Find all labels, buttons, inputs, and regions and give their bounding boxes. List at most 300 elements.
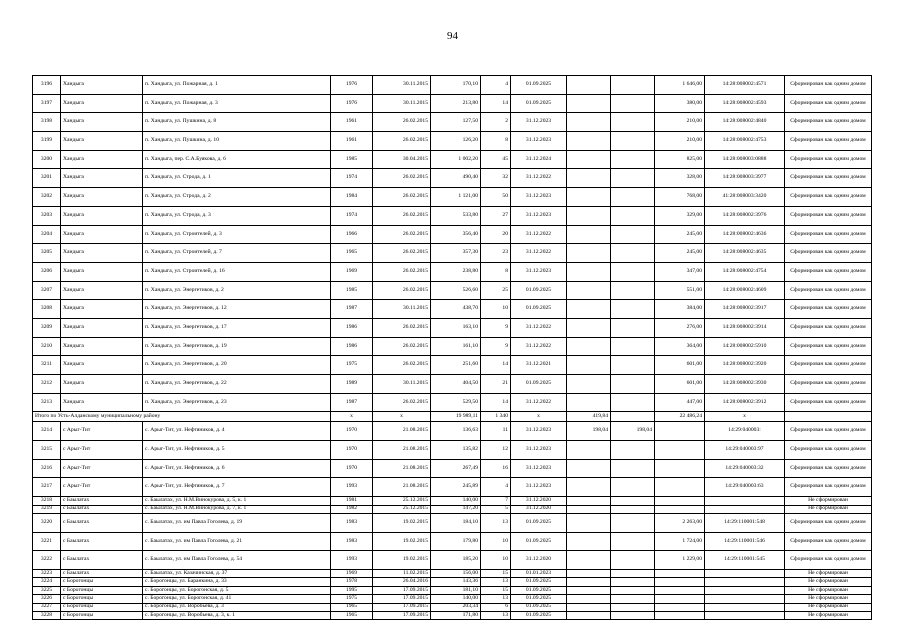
value3-cell bbox=[655, 595, 705, 603]
area-cell: 533,80 bbox=[431, 206, 481, 225]
year-cell: 1966 bbox=[331, 225, 373, 244]
value3-cell: 329,00 bbox=[655, 206, 705, 225]
value3-cell: 210,00 bbox=[655, 113, 705, 132]
locality-cell: Хандыга bbox=[61, 281, 143, 300]
locality-cell: Хандыга bbox=[61, 225, 143, 244]
cadastre-cell: 14:29:040003: bbox=[705, 422, 785, 441]
value2-cell bbox=[611, 578, 655, 586]
area-cell: 179,80 bbox=[431, 532, 481, 551]
address-cell: п. Хандыга, ул. Пожарная, д. 1 bbox=[143, 76, 331, 95]
date-cell: 26.02.2015 bbox=[373, 281, 431, 300]
area-cell: 529,50 bbox=[431, 393, 481, 412]
count-cell: 25 bbox=[481, 281, 511, 300]
deadline-cell: 01.09.2025 bbox=[511, 603, 567, 611]
status-cell: Не сформирован bbox=[785, 497, 872, 505]
deadline-cell: x bbox=[511, 412, 567, 422]
table-row bbox=[33, 459, 872, 478]
row-number: 3215 bbox=[33, 441, 61, 460]
year-cell: 1985 bbox=[331, 150, 373, 169]
summary-label: Итого по Усть-Алданскому муниципальному району bbox=[33, 412, 331, 422]
row-number: 3208 bbox=[33, 300, 61, 319]
deadline-cell: 31.12.2022 bbox=[511, 244, 567, 263]
locality-cell: с Арыг-Тит bbox=[61, 441, 143, 460]
date-cell: 25.12.2015 bbox=[373, 505, 431, 513]
deadline-cell: 31.12.2023 bbox=[511, 422, 567, 441]
row-number: 3221 bbox=[33, 532, 61, 551]
area-cell: 140,00 bbox=[431, 595, 481, 603]
address-cell: п. Хандыга, ул. Строителей, д. 3 bbox=[143, 225, 331, 244]
cadastre-cell: 14:29:040003:32 bbox=[705, 459, 785, 478]
value1-cell bbox=[567, 578, 611, 586]
date-cell: 17.09.2015 bbox=[373, 603, 431, 611]
value1-cell bbox=[567, 393, 611, 412]
value2-cell bbox=[611, 76, 655, 95]
row-number: 3206 bbox=[33, 262, 61, 281]
cadastre-cell: 41:28:008003:3420 bbox=[705, 188, 785, 207]
deadline-cell: 31.12.2023 bbox=[511, 478, 567, 497]
date-cell: 11.02.2015 bbox=[373, 569, 431, 577]
date-cell: 30.11.2015 bbox=[373, 375, 431, 394]
area-cell: 185,20 bbox=[431, 551, 481, 570]
value3-cell: 551,00 bbox=[655, 281, 705, 300]
table-row bbox=[33, 513, 872, 532]
value3-cell: 768,00 bbox=[655, 188, 705, 207]
status-cell: Сформирован как одним домом bbox=[785, 113, 872, 132]
year-cell: 1965 bbox=[331, 244, 373, 263]
count-cell: 15 bbox=[481, 586, 511, 594]
area-cell: 184,10 bbox=[431, 513, 481, 532]
address-cell: п. Хандыга, ул. Строда, д. 2 bbox=[143, 188, 331, 207]
value3-cell: 380,00 bbox=[655, 94, 705, 113]
date-cell: 30.11.2015 bbox=[373, 94, 431, 113]
cadastre-cell: 14:28:008003:0888 bbox=[705, 150, 785, 169]
value3-cell: 245,00 bbox=[655, 225, 705, 244]
date-cell: 26.02.2015 bbox=[373, 188, 431, 207]
deadline-cell: 01.09.2025 bbox=[511, 76, 567, 95]
locality-cell: с Баылатах bbox=[61, 497, 143, 505]
status-cell: Сформирован как одним домом bbox=[785, 281, 872, 300]
housing-register-table bbox=[32, 75, 872, 620]
value3-cell: 22 486,24 bbox=[655, 412, 705, 422]
row-number: 3216 bbox=[33, 459, 61, 478]
value1-cell bbox=[567, 505, 611, 513]
deadline-cell: 31.12.2022 bbox=[511, 337, 567, 356]
date-cell: 26.02.2015 bbox=[373, 113, 431, 132]
value3-cell: 364,00 bbox=[655, 337, 705, 356]
value1-cell bbox=[567, 375, 611, 394]
address-cell: п. Хандыга, ул. Пушкина, д. 8 bbox=[143, 113, 331, 132]
count-cell: 10 bbox=[481, 300, 511, 319]
value3-cell bbox=[655, 611, 705, 619]
date-cell: 17.09.2015 bbox=[373, 586, 431, 594]
value2-cell bbox=[611, 459, 655, 478]
year-cell: 1986 bbox=[331, 318, 373, 337]
row-number: 3224 bbox=[33, 578, 61, 586]
row-number: 3227 bbox=[33, 603, 61, 611]
status-cell: Сформирован как одним домом bbox=[785, 132, 872, 151]
date-cell: 26.02.2015 bbox=[373, 225, 431, 244]
value3-cell bbox=[655, 497, 705, 505]
row-number: 3214 bbox=[33, 422, 61, 441]
area-cell: 161,10 bbox=[431, 337, 481, 356]
table-row bbox=[33, 188, 872, 207]
address-cell: с. Борогонцы, ул. Борогонская, д. 5 bbox=[143, 586, 331, 594]
status-cell: Сформирован как одним домом bbox=[785, 150, 872, 169]
row-number: 3220 bbox=[33, 513, 61, 532]
table-row bbox=[33, 300, 872, 319]
value1-cell bbox=[567, 262, 611, 281]
year-cell: 1976 bbox=[331, 76, 373, 95]
year-cell: 1970 bbox=[331, 441, 373, 460]
cadastre-cell: 14:28:008002:4840 bbox=[705, 113, 785, 132]
row-number: 3207 bbox=[33, 281, 61, 300]
deadline-cell: 31.12.2023 bbox=[511, 206, 567, 225]
status-cell: Сформирован как одним домом bbox=[785, 532, 872, 551]
locality-cell: с Арыг-Тит bbox=[61, 478, 143, 497]
deadline-cell: 31.12.2022 bbox=[511, 318, 567, 337]
status-cell: Не сформирован bbox=[785, 611, 872, 619]
value2-cell bbox=[611, 206, 655, 225]
address-cell: п. Хандыга, ул. Энергетиков, д. 23 bbox=[143, 393, 331, 412]
year-cell: x bbox=[331, 412, 373, 422]
deadline-cell: 31.12.2022 bbox=[511, 169, 567, 188]
value3-cell: 2 263,00 bbox=[655, 513, 705, 532]
status-cell: Не сформирован bbox=[785, 603, 872, 611]
count-cell: 23 bbox=[481, 244, 511, 263]
deadline-cell: 01.09.2025 bbox=[511, 595, 567, 603]
area-cell: 127,50 bbox=[431, 113, 481, 132]
value3-cell bbox=[655, 422, 705, 441]
table-row bbox=[33, 586, 872, 594]
value2-cell bbox=[611, 94, 655, 113]
address-cell: п. Хандыга, ул. Строда, д. 1 bbox=[143, 169, 331, 188]
row-number: 3201 bbox=[33, 169, 61, 188]
locality-cell: Хандыга bbox=[61, 132, 143, 151]
value3-cell bbox=[655, 478, 705, 497]
address-cell: с. Борогонцы, ул. Воробьева, д. 3, к. 1 bbox=[143, 611, 331, 619]
area-cell: 203,34 bbox=[431, 603, 481, 611]
count-cell: 5 bbox=[481, 505, 511, 513]
table-row bbox=[33, 578, 872, 586]
table-row bbox=[33, 393, 872, 412]
value3-cell: 1 724,00 bbox=[655, 532, 705, 551]
table-row bbox=[33, 551, 872, 570]
cadastre-cell: 14:29:110001:546 bbox=[705, 532, 785, 551]
status-cell: Сформирован как одним домом bbox=[785, 300, 872, 319]
value3-cell bbox=[655, 441, 705, 460]
address-cell: с. Арыг-Тит, ул. Нефтяников, д. 6 bbox=[143, 459, 331, 478]
count-cell: 9 bbox=[481, 337, 511, 356]
count-cell: 4 bbox=[481, 76, 511, 95]
area-cell: 19 989,11 bbox=[431, 412, 481, 422]
cadastre-cell bbox=[705, 611, 785, 619]
cadastre-cell: 14:28:008002:4609 bbox=[705, 281, 785, 300]
year-cell: 1985 bbox=[331, 281, 373, 300]
table-row bbox=[33, 569, 872, 577]
table-row bbox=[33, 244, 872, 263]
row-number: 3210 bbox=[33, 337, 61, 356]
cadastre-cell: 14:28:008002:3930 bbox=[705, 375, 785, 394]
row-number: 3217 bbox=[33, 478, 61, 497]
address-cell: с. Борогонцы, ул. Баранкина, д. 33 bbox=[143, 578, 331, 586]
row-number: 3197 bbox=[33, 94, 61, 113]
area-cell: 213,80 bbox=[431, 94, 481, 113]
value2-cell bbox=[611, 132, 655, 151]
value2-cell bbox=[611, 551, 655, 570]
area-cell: 438,70 bbox=[431, 300, 481, 319]
table-row bbox=[33, 441, 872, 460]
area-cell: 171,80 bbox=[431, 611, 481, 619]
locality-cell: с Баылатах bbox=[61, 569, 143, 577]
status-cell: Сформирован как одним домом bbox=[785, 356, 872, 375]
count-cell: 20 bbox=[481, 225, 511, 244]
locality-cell: с Борогонцы bbox=[61, 611, 143, 619]
value1-cell: 419,84 bbox=[567, 412, 611, 422]
cadastre-cell: 14:28:008002:4635 bbox=[705, 244, 785, 263]
year-cell: 1974 bbox=[331, 169, 373, 188]
address-cell: с. Арыг-Тит, ул. Нефтяников, д. 5 bbox=[143, 441, 331, 460]
count-cell: 14 bbox=[481, 94, 511, 113]
value2-cell bbox=[611, 244, 655, 263]
deadline-cell: 31.12.2021 bbox=[511, 356, 567, 375]
value2-cell bbox=[611, 318, 655, 337]
status-cell bbox=[785, 412, 872, 422]
date-cell: 25.12.2015 bbox=[373, 497, 431, 505]
address-cell: с. Арыг-Тит, ул. Нефтяников, д. 7 bbox=[143, 478, 331, 497]
value3-cell: 601,00 bbox=[655, 375, 705, 394]
value1-cell bbox=[567, 459, 611, 478]
area-cell: 404,50 bbox=[431, 375, 481, 394]
count-cell: 21 bbox=[481, 375, 511, 394]
deadline-cell: 31.12.2023 bbox=[511, 441, 567, 460]
table-row bbox=[33, 132, 872, 151]
value2-cell bbox=[611, 281, 655, 300]
table-row bbox=[33, 94, 872, 113]
cadastre-cell: 14:28:008002:3912 bbox=[705, 393, 785, 412]
row-number: 3196 bbox=[33, 76, 61, 95]
table-row bbox=[33, 375, 872, 394]
page-number: 94 bbox=[447, 30, 458, 42]
year-cell: 1993 bbox=[331, 551, 373, 570]
locality-cell: с Баылатах bbox=[61, 532, 143, 551]
row-number: 3226 bbox=[33, 595, 61, 603]
value1-cell bbox=[567, 586, 611, 594]
year-cell: 1975 bbox=[331, 595, 373, 603]
value2-cell bbox=[611, 113, 655, 132]
deadline-cell: 01.09.2025 bbox=[511, 94, 567, 113]
value3-cell: 210,00 bbox=[655, 132, 705, 151]
locality-cell: с Арыг-Тит bbox=[61, 459, 143, 478]
table-row bbox=[33, 478, 872, 497]
value2-cell bbox=[611, 188, 655, 207]
year-cell: 1984 bbox=[331, 188, 373, 207]
year-cell: 1975 bbox=[331, 356, 373, 375]
year-cell: 1981 bbox=[331, 497, 373, 505]
row-number: 3200 bbox=[33, 150, 61, 169]
value2-cell bbox=[611, 393, 655, 412]
locality-cell: Хандыга bbox=[61, 337, 143, 356]
cadastre-cell bbox=[705, 578, 785, 586]
date-cell: 26.02.2015 bbox=[373, 206, 431, 225]
value2-cell bbox=[611, 603, 655, 611]
deadline-cell: 01.09.2025 bbox=[511, 611, 567, 619]
locality-cell: Хандыга bbox=[61, 262, 143, 281]
cadastre-cell: 14:28:008002:4593 bbox=[705, 94, 785, 113]
value1-cell bbox=[567, 188, 611, 207]
value2-cell bbox=[611, 356, 655, 375]
date-cell: 17.09.2015 bbox=[373, 611, 431, 619]
cadastre-cell bbox=[705, 603, 785, 611]
address-cell: п. Хандыга, ул. Энергетиков, д. 22 bbox=[143, 375, 331, 394]
area-cell: 357,30 bbox=[431, 244, 481, 263]
value3-cell bbox=[655, 603, 705, 611]
locality-cell: с Арыг-Тит bbox=[61, 422, 143, 441]
year-cell: 1983 bbox=[331, 532, 373, 551]
count-cell: 50 bbox=[481, 188, 511, 207]
cadastre-cell bbox=[705, 595, 785, 603]
area-cell: 170,10 bbox=[431, 76, 481, 95]
address-cell: с. Баылатах, ул. им Павла Гоголева, д. 54 bbox=[143, 551, 331, 570]
count-cell: 8 bbox=[481, 132, 511, 151]
value1-cell bbox=[567, 206, 611, 225]
deadline-cell: 01.09.2025 bbox=[511, 513, 567, 532]
status-cell: Сформирован как одним домом bbox=[785, 422, 872, 441]
address-cell: п. Хандыга, ул. Пушкина, д. 10 bbox=[143, 132, 331, 151]
status-cell: Сформирован как одним домом bbox=[785, 393, 872, 412]
deadline-cell: 01.09.2025 bbox=[511, 300, 567, 319]
value1-cell bbox=[567, 441, 611, 460]
deadline-cell: 31.12.2023 bbox=[511, 113, 567, 132]
year-cell: 1974 bbox=[331, 206, 373, 225]
deadline-cell: 31.12.2023 bbox=[511, 262, 567, 281]
table-row bbox=[33, 532, 872, 551]
table-row bbox=[33, 206, 872, 225]
status-cell: Не сформирован bbox=[785, 595, 872, 603]
table-row bbox=[33, 225, 872, 244]
locality-cell: Хандыга bbox=[61, 300, 143, 319]
cadastre-cell: 14:28:008002:3917 bbox=[705, 300, 785, 319]
row-number: 3204 bbox=[33, 225, 61, 244]
count-cell: 13 bbox=[481, 611, 511, 619]
date-cell: 26.02.2015 bbox=[373, 356, 431, 375]
status-cell: Сформирован как одним домом bbox=[785, 318, 872, 337]
row-number: 3213 bbox=[33, 393, 61, 412]
row-number: 3202 bbox=[33, 188, 61, 207]
year-cell: 1976 bbox=[331, 94, 373, 113]
year-cell: 1961 bbox=[331, 132, 373, 151]
area-cell: 147,20 bbox=[431, 505, 481, 513]
cadastre-cell: 14:28:008003:3977 bbox=[705, 169, 785, 188]
locality-cell: с Борогонцы bbox=[61, 586, 143, 594]
cadastre-cell: x bbox=[705, 412, 785, 422]
year-cell: 1986 bbox=[331, 337, 373, 356]
deadline-cell: 31.12.2023 bbox=[511, 459, 567, 478]
status-cell: Сформирован как одним домом bbox=[785, 441, 872, 460]
value2-cell bbox=[611, 412, 655, 422]
value1-cell bbox=[567, 132, 611, 151]
status-cell: Сформирован как одним домом bbox=[785, 551, 872, 570]
deadline-cell: 31.12.2020 bbox=[511, 551, 567, 570]
year-cell: 1993 bbox=[331, 478, 373, 497]
count-cell: 11 bbox=[481, 422, 511, 441]
value2-cell bbox=[611, 150, 655, 169]
date-cell: 30.11.2015 bbox=[373, 76, 431, 95]
deadline-cell: 01.09.2025 bbox=[511, 578, 567, 586]
count-cell: 12 bbox=[481, 441, 511, 460]
year-cell: 1961 bbox=[331, 113, 373, 132]
value3-cell bbox=[655, 505, 705, 513]
count-cell: 13 bbox=[481, 513, 511, 532]
table-row bbox=[33, 169, 872, 188]
count-cell: 8 bbox=[481, 262, 511, 281]
cadastre-cell: 14:28:008002:4636 bbox=[705, 225, 785, 244]
value2-cell bbox=[611, 478, 655, 497]
row-number: 3203 bbox=[33, 206, 61, 225]
address-cell: п. Хандыга, ул. Энергетиков, д. 20 bbox=[143, 356, 331, 375]
table-body bbox=[33, 76, 872, 620]
value3-cell: 347,00 bbox=[655, 262, 705, 281]
value2-cell bbox=[611, 513, 655, 532]
value2-cell bbox=[611, 497, 655, 505]
date-cell: 26.02.2015 bbox=[373, 244, 431, 263]
deadline-cell: 01.09.2025 bbox=[511, 375, 567, 394]
year-cell: 1983 bbox=[331, 513, 373, 532]
count-cell: 10 bbox=[481, 551, 511, 570]
table-row bbox=[33, 337, 872, 356]
status-cell: Не сформирован bbox=[785, 505, 872, 513]
status-cell: Сформирован как одним домом bbox=[785, 169, 872, 188]
area-cell: 181,10 bbox=[431, 586, 481, 594]
locality-cell: Хандыга bbox=[61, 150, 143, 169]
date-cell: 26.02.2015 bbox=[373, 169, 431, 188]
row-number: 3228 bbox=[33, 611, 61, 619]
area-cell: 251,60 bbox=[431, 356, 481, 375]
value1-cell bbox=[567, 169, 611, 188]
value3-cell: 447,00 bbox=[655, 393, 705, 412]
count-cell: 14 bbox=[481, 356, 511, 375]
date-cell: 21.08.2015 bbox=[373, 441, 431, 460]
count-cell: 32 bbox=[481, 169, 511, 188]
area-cell: 238,80 bbox=[431, 262, 481, 281]
deadline-cell: 31.12.2020 bbox=[511, 497, 567, 505]
deadline-cell: 31.12.2020 bbox=[511, 505, 567, 513]
deadline-cell: 01.09.2025 bbox=[511, 586, 567, 594]
value1-cell bbox=[567, 478, 611, 497]
address-cell: с. Баылатах, ул. Н.М.Винокурова, д. 7, к. 1 bbox=[143, 505, 331, 513]
count-cell: 14 bbox=[481, 393, 511, 412]
deadline-cell: 01.01.2023 bbox=[511, 569, 567, 577]
date-cell: 21.08.2015 bbox=[373, 459, 431, 478]
area-cell: 356,40 bbox=[431, 225, 481, 244]
address-cell: с. Арыг-Тит, ул. Нефтяников, д. 4 bbox=[143, 422, 331, 441]
value1-cell bbox=[567, 513, 611, 532]
table-row bbox=[33, 113, 872, 132]
table-row bbox=[33, 422, 872, 441]
cadastre-cell: 14:28:008002:5910 bbox=[705, 337, 785, 356]
area-cell: 126,20 bbox=[431, 132, 481, 151]
address-cell: п. Хандыга, ул. Строда, д. 3 bbox=[143, 206, 331, 225]
value1-cell bbox=[567, 603, 611, 611]
row-number: 3211 bbox=[33, 356, 61, 375]
cadastre-cell bbox=[705, 505, 785, 513]
count-cell: 15 bbox=[481, 569, 511, 577]
address-cell: с. Баылатах, ул. Казачинская, д. 37 bbox=[143, 569, 331, 577]
area-cell: 490,40 bbox=[431, 169, 481, 188]
year-cell: 1987 bbox=[331, 393, 373, 412]
address-cell: п. Хандыга, ул. Энергетиков, д. 2 bbox=[143, 281, 331, 300]
year-cell: 1989 bbox=[331, 375, 373, 394]
value1-cell bbox=[567, 113, 611, 132]
